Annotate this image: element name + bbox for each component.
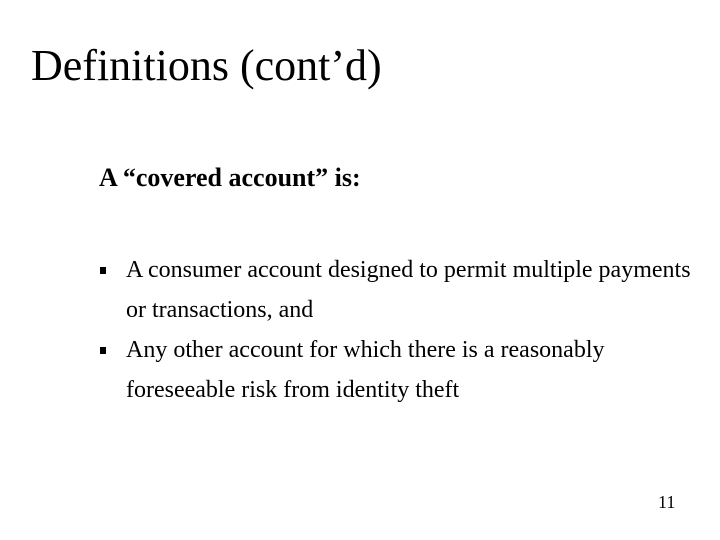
page-number: 11 (658, 492, 676, 512)
slide-title: Definitions (cont’d) (31, 41, 382, 90)
subheading: A “covered account” is: (99, 163, 361, 192)
bullet-list (98, 250, 698, 410)
square-bullet-icon (100, 347, 106, 354)
bullet-text: Any other account for which there is a reasonably foreseeable risk from identity theft (126, 337, 605, 403)
bullet-text: A consumer account designed to permit multiple payments or transactions, and (126, 257, 691, 323)
bullet-item (98, 330, 698, 410)
square-bullet-icon (100, 267, 106, 274)
bullet-item (98, 250, 698, 330)
